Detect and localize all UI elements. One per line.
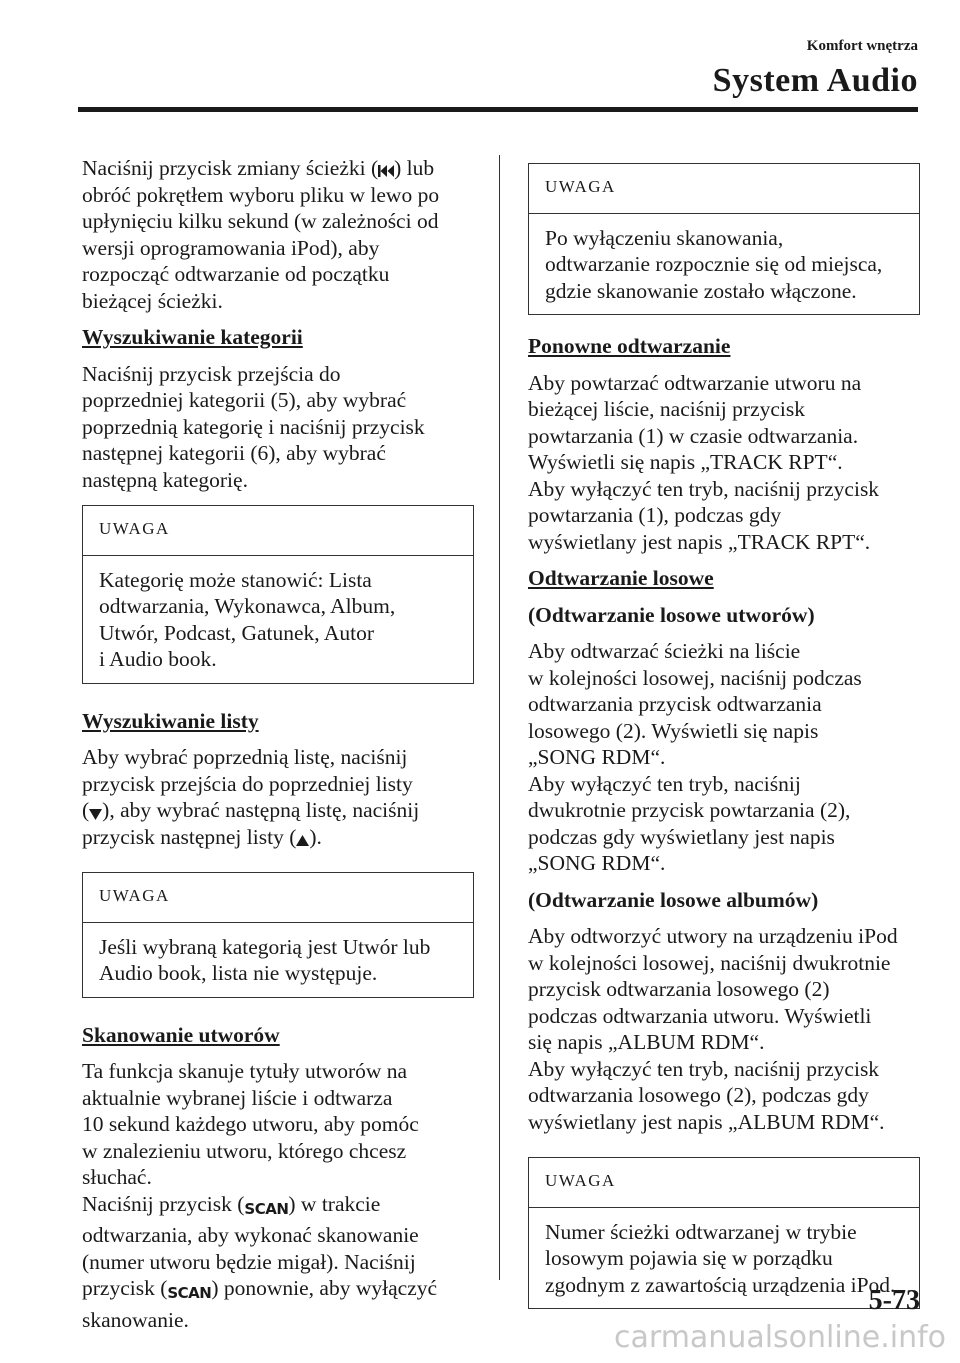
random-songs-heading: (Odtwarzanie losowe utworów) xyxy=(528,602,815,627)
right-column xyxy=(528,163,920,1333)
list-search-text: Aby wybrać poprzednią listę, naciśnij przycisk przejścia do poprzedniej listy ( ), aby wybrać następną listę, naciśnij przycisk następnej listy ( ). xyxy=(82,745,420,849)
note-label: UWAGA xyxy=(83,873,473,923)
note-label: UWAGA xyxy=(529,164,919,214)
category-search-heading: Wyszukiwanie kategorii xyxy=(82,325,303,349)
scan-text: Ta funkcja skanuje tytuły utworów na aktualnie wybranej liście i odtwarza 10 sekund każdego utworu, aby pomóc w znalezieniu utworu, którego chcesz słuchać. Naciśnij przycisk (SCAN) w trakcie odtwarzania, aby wykonać skanowanie (numer utworu będzie migał). Naciśnij przycisk (SCAN) ponownie, aby wyłączyć skanowanie. xyxy=(82,1059,438,1332)
random-albums-text: Aby odtworzyć utwory na urządzeniu iPod w kolejności losowej, naciśnij dwukrotnie przycisk odtwarzania losowego (2) podczas odtwarzania utworu. Wyświetli się napis „ALBUM RDM“. Aby wyłączyć ten tryb, naciśnij przycisk odtwarzania losowego (2), podczas gdy wyświetlany jest napis „ALBUM RDM“. xyxy=(528,924,898,1134)
note-body: Kategorię może stanowić: Lista odtwarzania, Wykonawca, Album, Utwór, Podcast, Gatunek, Autor i Audio book. xyxy=(99,567,396,671)
note-body: Numer ścieżki odtwarzanej w trybie losowym pojawia się w porządku zgodnym z zawartością urządzenia iPod. xyxy=(545,1219,896,1297)
left-column xyxy=(82,155,474,1343)
note-box-categories xyxy=(82,505,474,684)
repeat-text: Aby powtarzać odtwarzanie utworu na bieżącej liście, naciśnij przycisk powtarzania (1) w czasie odtwarzania. Wyświetli się napis „TRACK RPT“. Aby wyłączyć ten tryb, naciśnij przycisk powtarzania (1), podczas gdy wyświetlany jest napis „TRACK RPT“. xyxy=(528,370,880,554)
category-search-text: Naciśnij przycisk przejścia do poprzedniej kategorii (5), aby wybrać poprzednią kategorię i naciśnij przycisk następnej kategorii (6), aby wybrać następną kategorię. xyxy=(82,361,425,492)
random-songs-text: Aby odtwarzać ścieżki na liście w kolejności losowej, naciśnij podczas odtwarzania przycisk odtwarzania losowego (2). Wyświetli się napis „SONG RDM“. Aby wyłączyć ten tryb, naciśnij dwukrotnie przycisk powtarzania (2), podczas gdy wyświetlany jest napis „SONG RDM“. xyxy=(528,639,862,875)
scan-icon: SCAN xyxy=(244,1199,289,1218)
note-box-random xyxy=(528,1157,920,1309)
intro-paragraph: Naciśnij przycisk zmiany ścieżki ( ) lub obróć pokrętłem wyboru pliku w lewo po upłynięciu kilku sekund (w zależności od wersji oprogramowania iPod), aby rozpocząć odtwarzanie od początku bieżącej ścieżki. xyxy=(82,156,440,313)
note-label: UWAGA xyxy=(83,506,473,556)
list-search-heading: Wyszukiwanie listy xyxy=(82,708,259,733)
up-arrow-icon xyxy=(296,835,309,847)
scan-heading: Skanowanie utworów xyxy=(82,1022,280,1047)
repeat-heading: Ponowne odtwarzanie xyxy=(528,334,731,358)
page-number: 5-73 xyxy=(868,1285,920,1316)
header-section-label: Komfort wnętrza xyxy=(806,38,918,54)
note-box-scan xyxy=(528,163,920,315)
random-albums-heading: (Odtwarzanie losowe albumów) xyxy=(528,887,819,912)
header-rule xyxy=(78,107,918,112)
scan-icon: SCAN xyxy=(167,1284,212,1302)
down-arrow-icon xyxy=(89,808,102,820)
note-body: Jeśli wybraną kategorią jest Utwór lub Audio book, lista nie występuje. xyxy=(99,934,431,985)
note-box-list xyxy=(82,872,474,998)
page-title: System Audio xyxy=(712,62,918,99)
note-label: UWAGA xyxy=(529,1158,919,1208)
random-heading: Odtwarzanie losowe xyxy=(528,566,714,590)
column-divider xyxy=(499,155,500,1280)
note-body: Po wyłączeniu skanowania, odtwarzanie rozpocznie się od miejsca, gdzie skanowanie zostało włączone. xyxy=(545,225,883,303)
watermark: carmanualsonline.info xyxy=(614,1320,946,1355)
track-back-icon xyxy=(378,164,394,178)
